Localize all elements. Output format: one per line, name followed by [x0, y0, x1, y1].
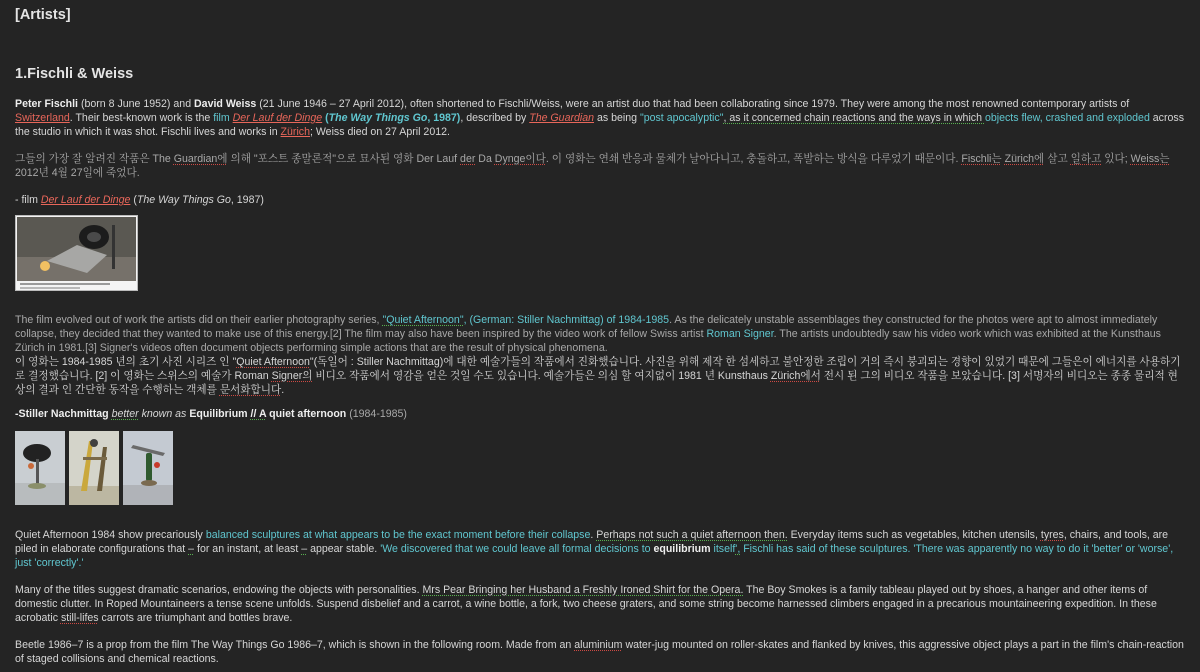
caption-bar [20, 283, 110, 285]
text-span: still-lifes [60, 612, 99, 624]
paragraph-quiet-afternoon [15, 528, 1185, 570]
text-span: carrots are triumphant and bottles brave. [98, 612, 293, 624]
highlight-text: , 1987) [427, 112, 461, 124]
text-span: for an instant, at least [194, 543, 302, 555]
paragraph-film-origin-en [15, 313, 1185, 355]
text-span: The Boy Smokes is a family tableau played out by shoes, a hanger and other items of domestic clutter. In Roped Mountaineers a tense scene unfolds. Suspend disbelief and a carrot, a wine bottle, a fork, two cheese graters, and some string become harnessed climbers engaged in a precarious mountaineering expedition. In these acrobatic [15, 584, 1157, 624]
paragraph-titles [15, 583, 1185, 625]
text-span: , chairs, and tools, are piled in elaborate configurations that [15, 529, 1169, 555]
sculpture-photo-2[interactable] [69, 431, 119, 505]
film-still-icon [17, 217, 136, 281]
highlight-text: ( [322, 112, 329, 124]
text-span: 전시 된 그의 비디오 작품을 보았습니다. [3] 서명자의 비디오는 종종 물리적 현상의 결과 인 간단한 동작을 수행하는 객체를 [15, 370, 1178, 396]
text-span: Mrs Pear Bringing her Husband a Freshly Ironed Shirt for the Opera. [422, 584, 744, 596]
text-span: Fischli는 [961, 153, 1002, 165]
highlight-text: ', [735, 543, 741, 555]
highlight-text: , (German: Stiller Nachmittag) of 1984-1985 [463, 314, 670, 326]
film-still-image[interactable] [15, 215, 138, 291]
text-span: der [460, 153, 476, 165]
link-quiet-afternoon[interactable]: "Quiet Afternoon" [382, 314, 464, 326]
text-span: – [301, 543, 308, 555]
link-zurich[interactable]: Zürich [280, 126, 310, 138]
text-span: 있다; [1101, 153, 1131, 165]
text-span: across the studio in which it was shot. Fischli lives and works in [15, 112, 1184, 138]
highlight-text: film [213, 112, 233, 124]
title-way-things-go: The Way Things Go [328, 112, 428, 124]
caption-bar [20, 287, 80, 289]
text-span: Guardian에 [173, 153, 228, 165]
text-span: 살고 [1044, 153, 1071, 165]
title-equilibrium: Equilibrium [189, 408, 248, 420]
text-span: Zürich에 [1004, 153, 1045, 165]
text-span: The film evolved out of work the artists did on their earlier photography series, [15, 314, 383, 326]
text-span: 2012년 4월 27일에 죽었다. [15, 167, 140, 179]
text-span: . [590, 529, 597, 541]
text-span: (born 8 June 1952) and [78, 98, 195, 110]
text-span: Quiet Afternoon 1984 show precariously [15, 529, 206, 541]
text-span: appear stable. [307, 543, 381, 555]
text-span: ( [130, 194, 137, 206]
text-span: . 이 영화는 연쇄 반응과 물체가 날아다니고, 충돌하고, 폭발하는 방식을 다루었기 때문이다. [545, 153, 962, 165]
sculpture-photo-1[interactable] [15, 431, 65, 505]
text-span: 의해 "포스트 종말론적"으로 묘사된 영화 Der Lauf [227, 153, 461, 165]
film-caption-line [15, 193, 1185, 207]
text-span: – [188, 543, 195, 555]
text-span: 그들의 가장 잘 알려진 작품은 The [15, 153, 174, 165]
highlight-objects-flew: objects flew, crashed and exploded [984, 112, 1150, 124]
title-stiller-nachmittag: -Stiller Nachmittag [15, 408, 109, 420]
text-span: 일하고 [1070, 153, 1102, 165]
text-span: tyres [1040, 529, 1064, 541]
text-span: ; Weiss died on 27 April 2012. [309, 126, 450, 138]
text-span: Da [475, 153, 495, 165]
text-span: Zürich에서 [770, 370, 821, 382]
text-span: better [111, 408, 139, 420]
paragraph-beetle [15, 638, 1185, 666]
text-span: (1984-1985) [346, 408, 407, 420]
text-span: - film [15, 194, 41, 206]
artist-heading: 1.Fischli & Weiss [15, 66, 134, 82]
paragraph-film-origin-ko [15, 355, 1185, 397]
link-der-lauf-der-dinge-2[interactable]: Der Lauf der Dinge [40, 194, 131, 206]
text-span: 이 영화는 1984-1985 년의 초기 사진 시리즈 인 " [15, 356, 237, 368]
link-the-guardian[interactable]: The Guardian [529, 112, 595, 124]
highlight-balanced-sculptures: balanced sculptures at what appears to be the exact moment before their collapse [205, 529, 591, 541]
text-span: Beetle 1986–7 is a prop from the film The Way Things Go 1986–7, which is shown in the following room. Made from an [15, 639, 575, 651]
stiller-nachmittag-line [15, 407, 1185, 421]
text-span: 문서화합니다 [219, 384, 282, 396]
text-span: 비디오 작품에서 영감을 얻은 것일 수도 있습니다. 예술가들은 의심 할 여지없이 1981 년 Kunsthaus [312, 370, 771, 382]
link-der-lauf-der-dinge[interactable]: Der Lauf der Dinge [232, 112, 323, 124]
text-span: Perhaps not such a quiet afternoon then. [596, 529, 788, 541]
text-span: . The artists undoubtedly saw his video work which was exhibited at the Kunsthaus Zürich in 1981.[3] Signer's videos often document objects performing simple actions that are the result of physical phenomena. [15, 328, 1161, 354]
sculpture-photo-3[interactable] [123, 431, 173, 505]
text-span: "(독일어 : Stiller Nachmittag)에 대한 예술가들의 작품에서 진화했습니다. 사진을 위해 제작 한 섬세하고 불안정한 조립이 거의 즉시 붕괴되는 경향이 있었기 때문에 그들은이 에너지를 사용하기로 결정했습니다. [2] 이 영화는 스위스의 예술가 Roman [15, 356, 1181, 382]
text-span: known as [138, 408, 190, 420]
text-span: (21 June 1946 – 27 April 2012), often shortened to Fischli/Weiss, were an artist duo that had been collaborating since 1979. They were among the most renowned contemporary artists of [256, 98, 1130, 110]
paragraph-bio-ko [15, 152, 1185, 180]
text-span: Dynge이다 [494, 153, 546, 165]
text-span: Many of the titles suggest dramatic scenarios, endowing the objects with personalities. [15, 584, 423, 596]
text-span: . As the delicately unstable assemblages they constructed for the photos were apt to almost immediately collapse, they decided that they wanted to make use of this energy.[2] The film may also have been inspired by the video work of fellow Swiss artist [15, 314, 1158, 340]
text-span: Weiss는 [1130, 153, 1170, 165]
text-span: . Their best-known work is the [69, 112, 214, 124]
section-header: [Artists] [15, 7, 71, 23]
name-david-weiss: David Weiss [194, 98, 257, 110]
text-span: // A [250, 408, 267, 420]
text-span: as being [594, 112, 640, 124]
text-span: Quiet Afternoon [236, 356, 310, 368]
paragraph-bio-en [15, 97, 1185, 139]
text-span: , described by [460, 112, 530, 124]
title-quiet-afternoon: quiet afternoon [266, 408, 347, 420]
text-span: aluminium [574, 639, 623, 651]
quote-post-apocalyptic: "post apocalyptic" [639, 112, 724, 124]
title-way-things-go: The Way Things Go [136, 194, 231, 206]
text-span: Everyday items such as vegetables, kitchen utensils, [787, 529, 1041, 541]
text-span: Signer의 [271, 370, 313, 382]
name-peter-fischli: Peter Fischli [15, 98, 78, 110]
text-span: , as it concerned chain reactions and the ways in which [723, 112, 985, 124]
highlight-text: itself [710, 543, 736, 555]
highlight-text: Fischli has said of these sculptures. 'There was apparently no way to do it 'better' or 'worse', just 'correctly'.' [15, 543, 1174, 569]
link-roman-signer[interactable]: Roman Signer [706, 328, 774, 340]
text-span: , 1987) [230, 194, 264, 206]
text-span: water-jug mounted on roller-skates and flanked by knives, this aggressive object plays a part in the film's chain-reaction of staged collisions and chemical reactions. [15, 639, 1184, 665]
quote-fischli: 'We discovered that we could leave all formal decisions to [380, 543, 654, 555]
text-equilibrium: equilibrium [653, 543, 711, 555]
text-span: . [281, 384, 285, 396]
link-switzerland[interactable]: Switzerland [15, 112, 70, 124]
